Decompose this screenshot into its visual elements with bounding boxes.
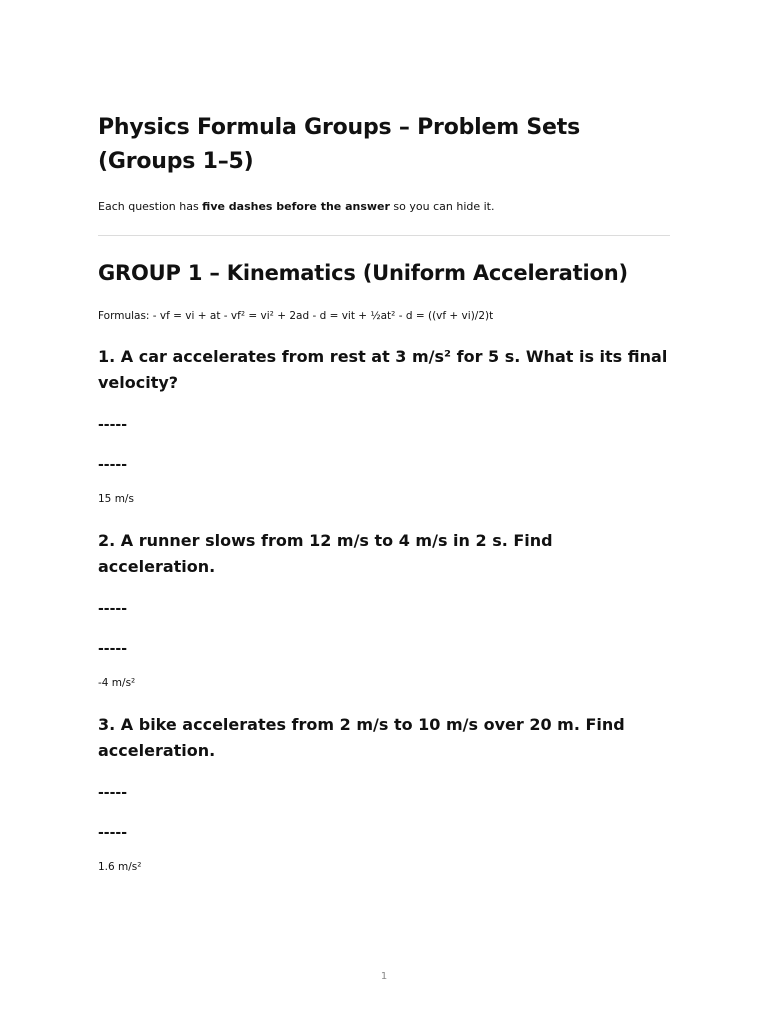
question-3-block [98,712,670,874]
document-page [98,111,670,874]
question-2-dashes-1: ----- [98,601,128,617]
section-divider [98,235,670,236]
group-1-heading: GROUP 1 – Kinematics (Uniform Acceleration) [98,261,628,285]
question-3-text: 3. A bike accelerates from 2 m/s to 10 m/s over 20 m. Find acceleration. [98,715,625,760]
question-3-dashes-2: ----- [98,825,128,841]
question-2-text: 2. A runner slows from 12 m/s to 4 m/s in 2 s. Find acceleration. [98,531,553,576]
group-1-formulas: Formulas: - vf = vi + at - vf² = vi² + 2ad - d = vit + ½at² - d = ((vf + vi)/2)t [98,310,494,322]
question-1-text: 1. A car accelerates from rest at 3 m/s² for 5 s. What is its final velocity? [98,347,668,392]
intro-text-start: Each question has [98,200,203,213]
question-3-dashes-1: ----- [98,785,128,801]
document-title: Physics Formula Groups – Problem Sets (Groups 1–5) [98,115,580,174]
question-1-answer: 15 m/s [98,493,134,505]
intro-text-bold: five dashes before the answer [202,200,390,213]
intro-text-end: so you can hide it. [389,200,495,213]
question-2-answer: -4 m/s² [98,677,136,689]
question-2-dashes-2: ----- [98,641,128,657]
page-number: 1 [380,971,388,982]
question-1-dashes-1: ----- [98,417,128,433]
question-3-answer: 1.6 m/s² [98,861,142,873]
intro-text [98,199,670,215]
question-1-block [98,344,670,506]
question-2-block [98,528,670,690]
question-1-dashes-2: ----- [98,457,128,473]
